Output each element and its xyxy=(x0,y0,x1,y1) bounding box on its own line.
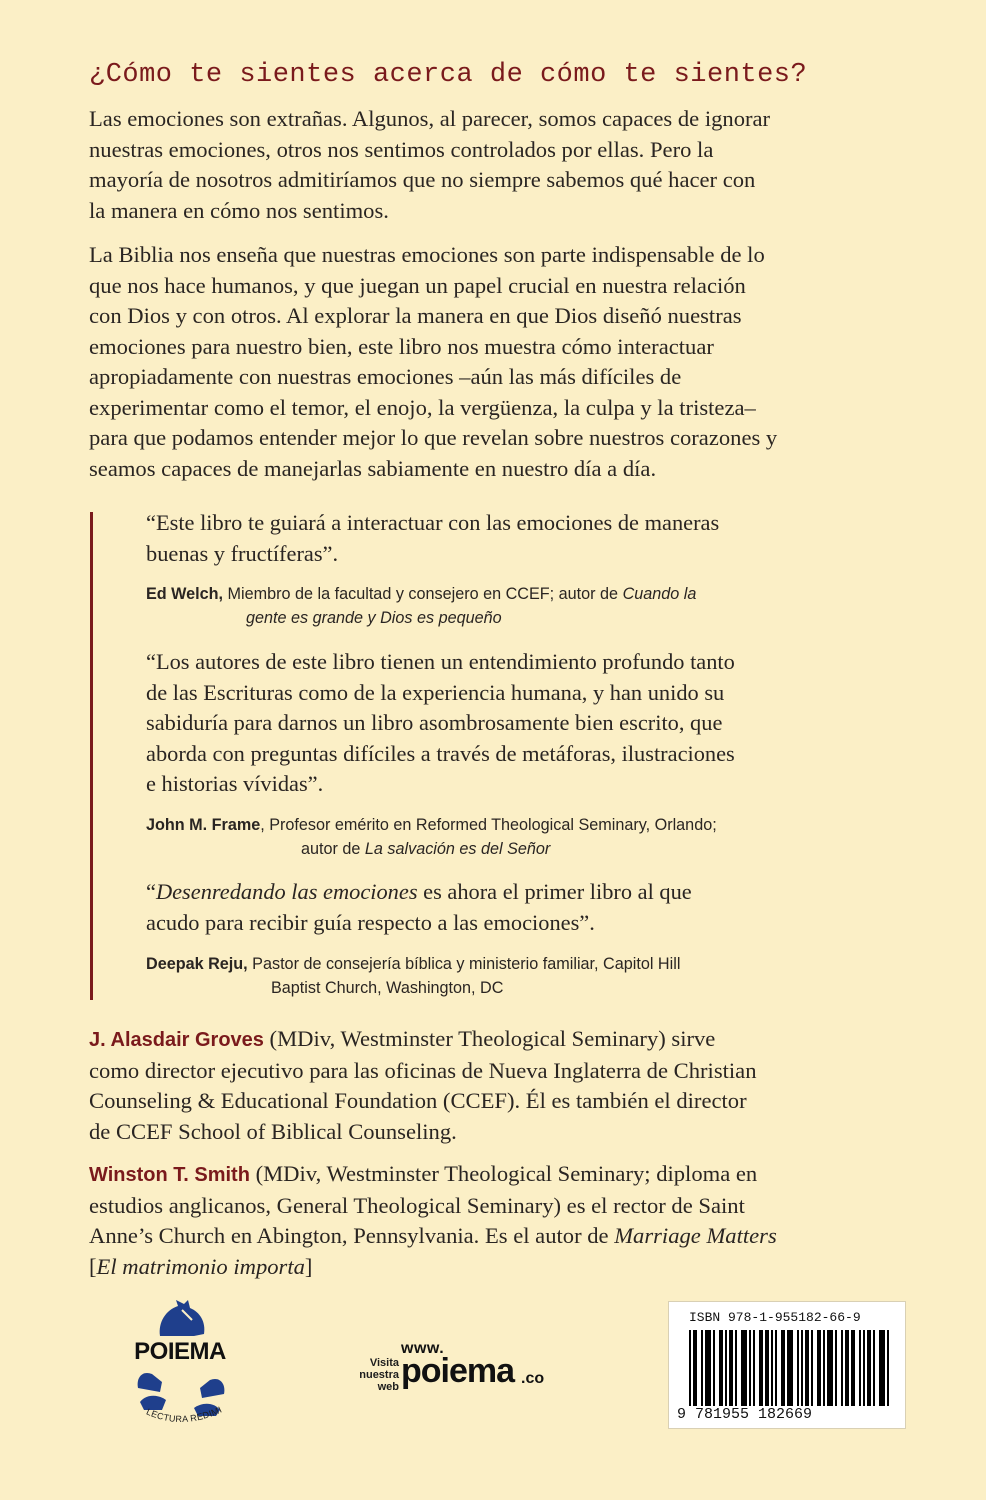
headline: ¿Cómo te sientes acerca de cómo te sientes? xyxy=(89,60,808,90)
website-domain: poiema xyxy=(401,1352,515,1390)
barcode-bar xyxy=(805,1330,807,1406)
barcode-bar xyxy=(775,1330,777,1406)
barcode-bar xyxy=(811,1330,813,1406)
barcode-bar xyxy=(709,1330,711,1406)
barcode-bar xyxy=(721,1330,723,1406)
barcode-bar xyxy=(701,1330,703,1406)
barcode-bar xyxy=(745,1330,747,1406)
barcode-bar xyxy=(797,1330,799,1406)
author-bio-groves: J. Alasdair Groves (MDiv, Westminster Theological Seminary) sirve como director ejecutivo para las oficinas de Nueva Inglaterra de Christian Counseling & Educational Foundation (CCEF). Él es también el director de CCEF School of Biblical Counseling. xyxy=(89,1026,757,1144)
barcode-bar xyxy=(743,1330,745,1406)
barcode-bar xyxy=(859,1330,861,1406)
intro-paragraph-1: Las emociones son extrañas. Algunos, al parecer, somos capaces de ignorar nuestras emociones, otros nos sentimos controlados por ellas. Pero la mayoría de nosotros admitiríamos que no siempre sabemos qué hacer con la manera en cómo nos sentimos. xyxy=(89,106,771,223)
author-bio-smith: Winston T. Smith (MDiv, Westminster Theological Seminary; diploma en estudios anglicanos, General Theological Seminary) es el rector de Saint Anne’s Church en Abington, Pennsylvania. Es el autor de Marriage Matters [El matrimonio importa] xyxy=(89,1161,777,1279)
endorsement-quote-1: “Este libro te guiará a interactuar con las emociones de maneras buenas y fructíferas”. xyxy=(146,510,720,566)
barcode-bar xyxy=(831,1330,833,1406)
barcode-bar xyxy=(753,1330,755,1406)
barcode-bar xyxy=(765,1330,767,1406)
barcode-bar xyxy=(707,1330,709,1406)
barcode-bar xyxy=(853,1330,855,1406)
barcode-bar xyxy=(781,1330,783,1406)
endorser-name: Ed Welch, xyxy=(146,585,224,603)
endorsement-quote-3: “Desenredando las emociones es ahora el primer libro al que acudo para recibir guía respecto a las emociones”. xyxy=(146,879,692,935)
barcode-bar xyxy=(695,1330,697,1406)
barcode-bar xyxy=(867,1330,869,1406)
svg-text:LECTURA REDIMIDA: LECTURA REDIMI xyxy=(144,1404,224,1425)
barcode-bar xyxy=(705,1330,707,1406)
barcode-bar xyxy=(827,1330,829,1406)
barcode-bar xyxy=(829,1330,831,1406)
barcode-bar xyxy=(823,1330,825,1406)
barcode-bar xyxy=(719,1330,721,1406)
barcode-bar xyxy=(767,1330,769,1406)
poiema-logo-text: POIEMA xyxy=(134,1338,226,1365)
barcode-bar xyxy=(863,1330,865,1406)
barcode-digits: 9 781955 182669 xyxy=(677,1406,897,1423)
intro-paragraph-2: La Biblia nos enseña que nuestras emociones son parte indispensable de lo que nos hace humanos, y que juegan un papel crucial en nuestra relación con Dios y con otros. Al explorar la manera en que Dios diseñó nuestras emociones para nuestro bien, este libro nos muestra cómo interactuar apropiadamente con nuestras emociones –aún las más difíciles de experimentar como el temor, el enojo, la vergüenza, la culpa y la tristeza– para que podamos entender mejor lo que revelan sobre nuestros corazones y seamos capaces de manejarlas sabiamente en nuestro día a día. xyxy=(89,242,778,481)
barcode-bar xyxy=(845,1330,847,1406)
barcode-bar xyxy=(881,1330,883,1406)
barcode-bar xyxy=(771,1330,773,1406)
barcode-bar xyxy=(735,1330,737,1406)
endorser-name: John M. Frame xyxy=(146,816,261,834)
endorsement-attribution-2: John M. Frame, Profesor emérito en Reformed Theological Seminary, Orlando; autor de La salvación es del Señor xyxy=(146,816,717,858)
endorsements-divider xyxy=(90,512,93,1000)
endorser-name: Deepak Reju, xyxy=(146,955,248,973)
barcode-bar xyxy=(759,1330,761,1406)
isbn-barcode xyxy=(668,1301,906,1429)
barcode-bar xyxy=(873,1330,875,1406)
poiema-logo xyxy=(132,1298,228,1434)
author-name: J. Alasdair Groves xyxy=(89,1029,264,1051)
isbn-label: ISBN 978-1-955182-66-9 xyxy=(689,1310,861,1325)
endorsement-attribution-3: Deepak Reju, Pastor de consejería bíblica y ministerio familiar, Capitol Hill Baptist Church, Washington, DC xyxy=(146,955,681,997)
endorsement-quote-2: “Los autores de este libro tienen un entendimiento profundo tanto de las Escrituras como de la experiencia humana, y han unido su sabiduría para darnos un libro asombrosamente bien escrito, que aborda con preguntas difíciles a través de metáforas, ilustraciones e historias vívidas”. xyxy=(146,649,735,796)
barcode-bar xyxy=(817,1330,819,1406)
barcode-bar xyxy=(879,1330,881,1406)
barcode-bar xyxy=(819,1330,821,1406)
barcode-bar xyxy=(731,1330,733,1406)
barcode-bar xyxy=(783,1330,785,1406)
barcode-bar xyxy=(761,1330,763,1406)
barcode-bar xyxy=(801,1330,803,1406)
barcode-bar xyxy=(841,1330,843,1406)
barcode-bar xyxy=(749,1330,751,1406)
poiema-horse-icon xyxy=(132,1298,228,1434)
barcode-bar xyxy=(741,1330,743,1406)
barcode-bar xyxy=(729,1330,731,1406)
barcode-bar xyxy=(869,1330,871,1406)
barcode-bar xyxy=(713,1330,715,1406)
author-name: Winston T. Smith xyxy=(89,1164,250,1186)
endorsement-attribution-1: Ed Welch, Miembro de la facultad y consejero en CCEF; autor de Cuando la gente es grande y Dios es pequeño xyxy=(146,585,697,627)
barcode-bar xyxy=(847,1330,849,1406)
barcode-bar xyxy=(725,1330,727,1406)
barcode-bar xyxy=(807,1330,809,1406)
barcode-bar xyxy=(835,1330,837,1406)
barcode-bar xyxy=(851,1330,853,1406)
publisher-website[interactable]: Visita nuestra web www. poiema .co xyxy=(359,1340,545,1393)
